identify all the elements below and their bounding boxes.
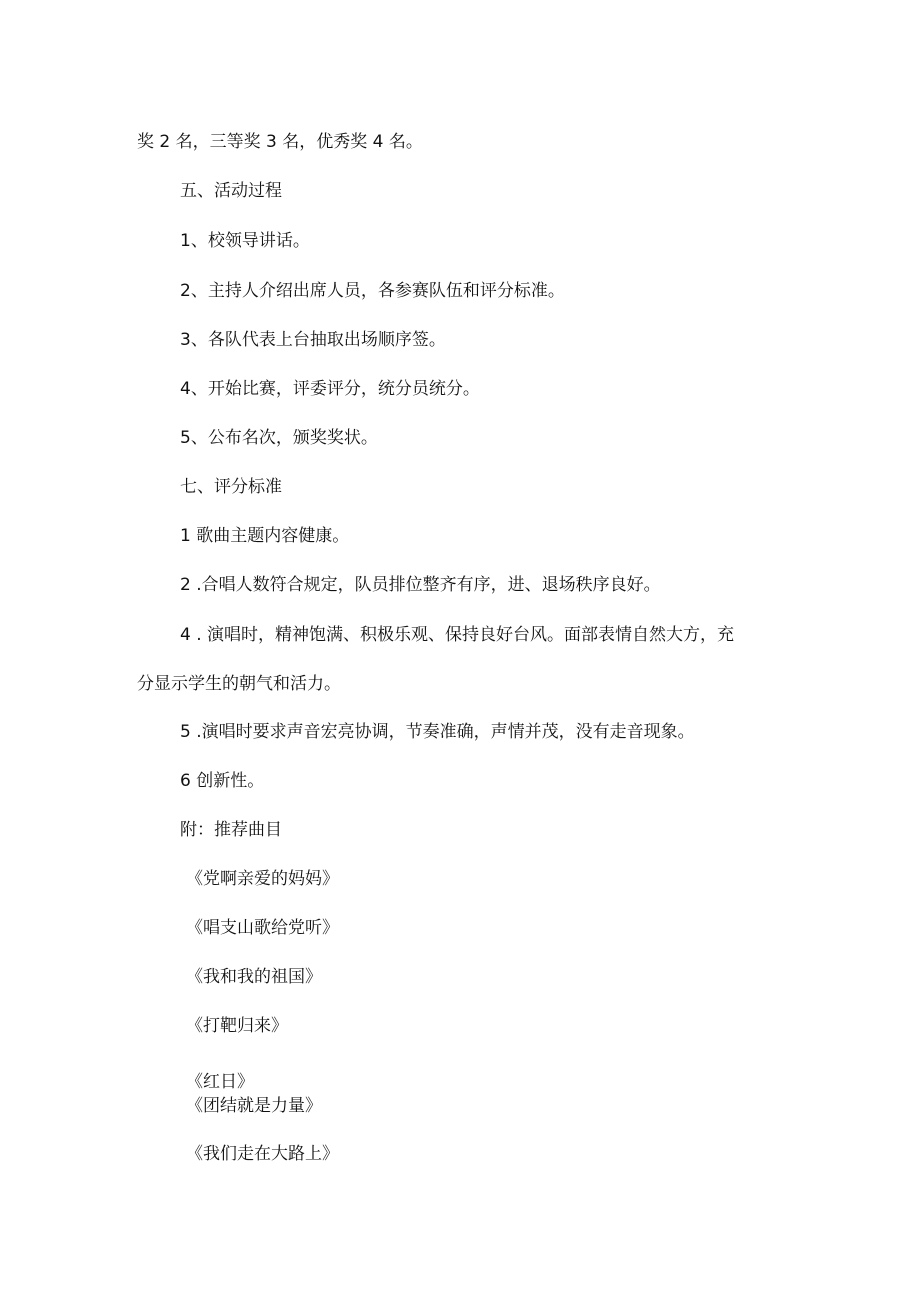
section-heading-process: 五、活动过程 <box>180 181 282 201</box>
criteria-item: 5 .演唱时要求声音宏亮协调，节奏准确，声情并茂，没有走音现象。 <box>180 722 695 742</box>
process-step: 5、公布名次，颁奖奖状。 <box>180 428 378 448</box>
song-title: 《我和我的祖国》 <box>186 967 322 987</box>
song-title: 《打靶归来》 <box>186 1016 288 1036</box>
section-heading-criteria: 七、评分标准 <box>180 477 282 497</box>
criteria-item: 1 歌曲主题内容健康。 <box>180 526 350 546</box>
song-title: 《红日》 <box>186 1072 254 1092</box>
song-title: 《团结就是力量》 <box>186 1096 322 1116</box>
award-continuation-text: 奖 2 名，三等奖 3 名，优秀奖 4 名。 <box>137 132 423 152</box>
criteria-item: 2 .合唱人数符合规定，队员排位整齐有序，进、退场秩序良好。 <box>180 575 661 595</box>
criteria-item: 4 . 演唱时，精神饱满、积极乐观、保持良好台风。面部表情自然大方，充 <box>180 625 735 645</box>
process-step: 1、校领导讲话。 <box>180 231 310 251</box>
criteria-item: 6 创新性。 <box>180 771 265 791</box>
process-step: 3、各队代表上台抽取出场顺序签。 <box>180 330 446 350</box>
process-step: 4、开始比赛，评委评分，统分员统分。 <box>180 379 480 399</box>
song-title: 《党啊亲爱的妈妈》 <box>186 869 339 889</box>
appendix-heading: 附：推荐曲目 <box>180 820 282 840</box>
song-title: 《唱支山歌给党听》 <box>186 918 339 938</box>
criteria-item-continuation: 分显示学生的朝气和活力。 <box>137 674 341 694</box>
song-title: 《我们走在大路上》 <box>186 1144 339 1164</box>
process-step: 2、主持人介绍出席人员，各参赛队伍和评分标准。 <box>180 281 565 301</box>
